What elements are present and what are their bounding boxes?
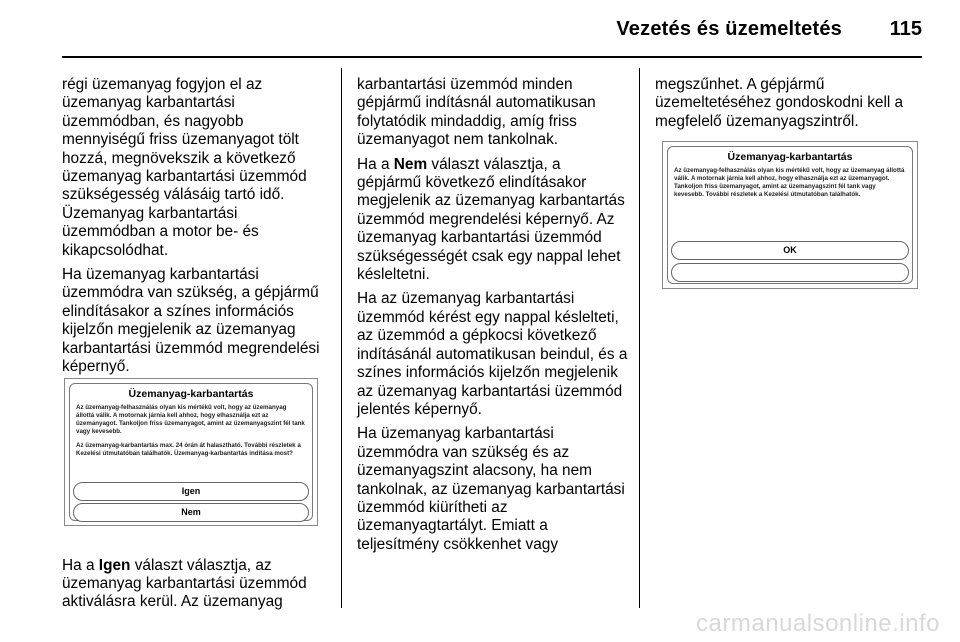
- screen-frame: [69, 383, 313, 521]
- screen-message: Az üzemanyag-felhasználás olyan kis mértékű volt, hogy az üzemanyag állottá válik. A motornak járnia kell ahhoz, hogy elhasználja ezt az üzemanyagot. Tankoljon friss üzemanyagot, amint az üzemanyagszint fél tank vagy kevesebb.: [76, 404, 305, 435]
- empty-button: [671, 263, 909, 282]
- screen-message: Az üzemanyag-karbantartás max. 24 órán át halasztható. További részletek a Kezelési útmutatóban találhatók. Üzemanyag-karbantartás indítása most?: [76, 442, 301, 457]
- paragraph: Ha az üzemanyag karbantartási üzemmód kérést egy nappal késlelteti, az üzemmód a gépkocsi következő indításánál automatikusan beindul, és a színes információs kijelzőn megjelenik az üzemanyag karbantartási üzemmód jelentés képernyő.: [357, 290, 628, 418]
- text-span: választ választja, a gépjármű következő elindításakor megjelenik az üzemanyag karbantartás üzemmód megrendelési képernyő. Az üzemanyag karbantartási üzemmód szükségességét csak egy nappal lehet késleltetni.: [357, 155, 625, 284]
- screen-frame: [667, 146, 913, 284]
- fuel-maintenance-report-screen: [662, 141, 918, 289]
- paragraph: [62, 557, 328, 612]
- text-span: Ha a: [357, 155, 394, 173]
- paragraph: régi üzemanyag fogyjon el az üzemanyag karbantartási üzemmódban, és nagyobb mennyiségű friss üzemanyagot tölt hozzá, megnövekszik a következő üzemanyag karbantartási üzemmód szükségesség válásáig tartó idő. Üzemanyag karbantartási üzemmódban a motor be- és kikapcsolódhat.: [62, 76, 307, 259]
- text-span: választ választja, az üzemanyag karbantartási üzemmód aktiválásra kerül. Az üzemanyag: [62, 556, 307, 611]
- page-header: [0, 0, 960, 56]
- header-rule: [62, 56, 922, 58]
- nem-term: Nem: [393, 155, 428, 173]
- column-3: [655, 76, 927, 137]
- paragraph: karbantartási üzemmód minden gépjármű indításnál automatikusan folytatódik mindaddig, amíg friss üzemanyagot nem tankolnak.: [357, 76, 596, 149]
- paragraph: Ha üzemanyag karbantartási üzemmódra van szükség, a gépjármű elindításakor a színes információs kijelzőn megjelenik az üzemanyag karbantartási üzemmód megrendelési képernyő.: [62, 266, 320, 376]
- column-divider: [341, 68, 342, 608]
- column-divider: [639, 68, 640, 608]
- yes-button[interactable]: Igen: [73, 482, 309, 501]
- screen-title: Üzemanyag-karbantartás: [128, 388, 254, 400]
- paragraph: Ha üzemanyag karbantartási üzemmódra van szükség és az üzemanyagszint alacsony, ha nem tankolnak, az üzemanyag karbantartási üzemmód kiürítheti az üzemanyagtartályt. Emiatt a teljesítmény csökkenhet vagy: [357, 425, 625, 553]
- screen-title: Üzemanyag-karbantartás: [727, 151, 853, 163]
- no-button[interactable]: Nem: [73, 503, 309, 522]
- fuel-maintenance-request-screen: [64, 378, 318, 526]
- watermark: carmanualsonline.info: [696, 610, 940, 637]
- column-2: [357, 76, 629, 560]
- ok-button[interactable]: OK: [671, 241, 909, 260]
- paragraph: megszűnhet. A gépjármű üzemeltetéséhez gondoskodni kell a megfelelő üzemanyagszintről.: [655, 76, 904, 130]
- screen-message: Az üzemanyag-felhasználás olyan kis mértékű volt, hogy az üzemanyag állottá válik. A motornak járnia kell ahhoz, hogy elhasználja ezt az üzemanyagot. Tankoljon friss üzemanyagot, amint az üzemanyagszint fél tank vagy kevesebb. További részletek a Kezelési útmutatóban találhatók.: [674, 167, 905, 198]
- page-title: Vezetés és üzemeltetés: [616, 18, 842, 40]
- text-span: Ha a: [62, 556, 99, 574]
- page-number: 115: [889, 18, 922, 40]
- igen-term: Igen: [98, 556, 131, 574]
- column-1: [62, 76, 328, 618]
- paragraph: [357, 156, 629, 285]
